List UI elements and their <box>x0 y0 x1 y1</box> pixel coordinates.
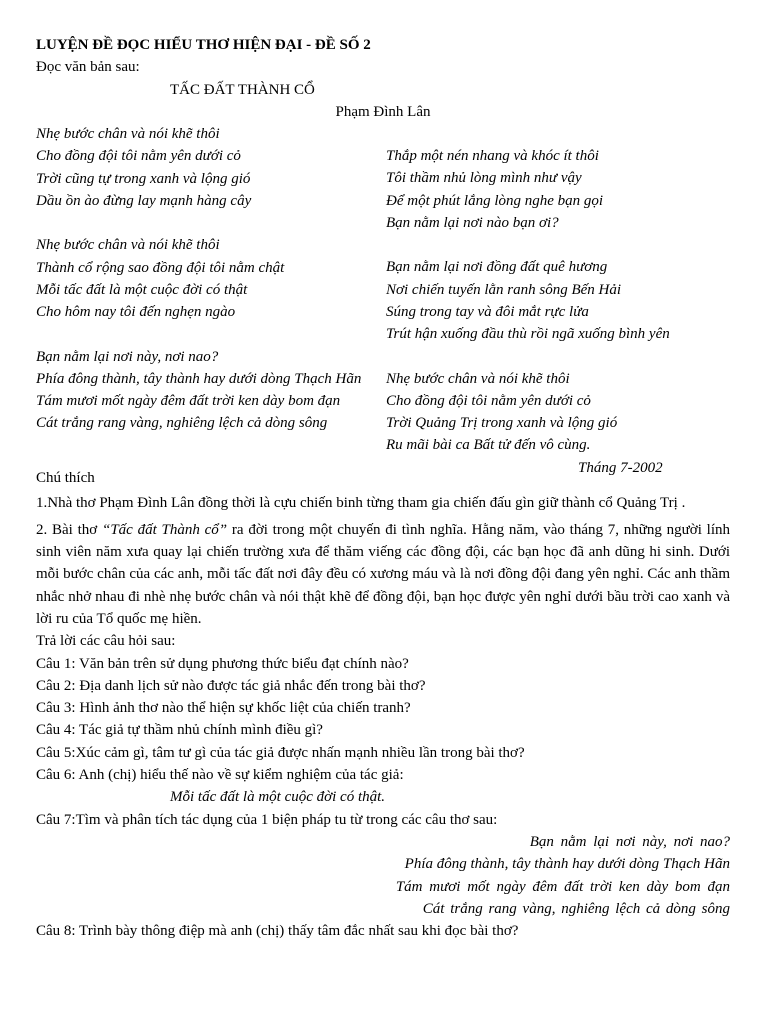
poem-line: Cho hôm nay tôi đến nghẹn ngào <box>36 304 236 321</box>
reading-instruction: Đọc văn bản sau: <box>36 59 140 76</box>
poem-line: Cho đồng đội tôi nằm yên dưới cỏ <box>386 392 591 409</box>
poem-line: Nhẹ bước chân và nói khẽ thôi <box>386 370 570 387</box>
question-4: Câu 4: Tác giả tự thầm nhủ chính mình điều gì? <box>36 722 323 739</box>
note-2 <box>36 519 730 630</box>
poem-line: Ru mãi bài ca Bất tử đến vô cùng. <box>386 437 591 454</box>
questions-section <box>36 630 730 942</box>
question-3: Câu 3: Hình ảnh thơ nào thể hiện sự khốc liệt của chiến tranh? <box>36 700 411 717</box>
poem-line: Cho đồng đội tôi nằm yên dưới cỏ <box>36 148 241 165</box>
questions-heading: Trả lời các câu hỏi sau: <box>36 633 176 650</box>
poem-line: Bạn nằm lại nơi nào bạn ơi? <box>386 215 559 232</box>
question-5: Câu 5:Xúc cảm gì, tâm tư gì của tác giả được nhấn mạnh nhiều lần trong bài thơ? <box>36 744 525 761</box>
question-2: Câu 2: Địa danh lịch sử nào được tác giả nhắc đến trong bài thơ? <box>36 677 426 694</box>
poem-author: Phạm Đình Lân <box>335 103 431 120</box>
notes-section <box>36 467 730 630</box>
note-1: 1.Nhà thơ Phạm Đình Lân đồng thời là cựu chiến binh từng tham gia chiến đấu gìn giữ thành cổ Quảng Trị . <box>36 495 686 512</box>
poem-line: Mỗi tấc đất là một cuộc đời có thật <box>36 281 248 298</box>
document-title: LUYỆN ĐỀ ĐỌC HIỂU THƠ HIỆN ĐẠI - ĐỀ SỐ 2 <box>36 37 371 53</box>
question-6-quote: Mỗi tấc đất là một cuộc đời có thật. <box>170 789 386 806</box>
poem-line: Nhẹ bước chân và nói khẽ thôi <box>36 237 220 254</box>
question-7-excerpt-line: Tám mươi mốt ngày đêm đất trời ken dày bom đạn <box>395 878 730 895</box>
note-2-text: ra đời trong một chuyến đi tình nghĩa. Hằng năm, vào tháng 7, những người lính sinh viên năm xưa quay lại chiến trường xưa để thăm viếng các đồng đội, các bạn học đã anh dũng hi sinh. Dưới mỗi bước chân của các anh, mỗi tấc đất nơi đây đều có xương máu và là nơi đồng đội đang yên nghỉ. Các anh thầm nhắc nhở nhau đi nhè nhẹ bước chân và nói thật khẽ để đồng đội, bạn học được yên nghỉ dưới bầu trời cao xanh và lời ru của Tổ quốc mẹ hiền. <box>36 521 731 627</box>
poem-line: Tôi thầm nhủ lòng mình như vậy <box>386 170 582 187</box>
question-7-excerpt-line: Phía đông thành, tây thành hay dưới dòng Thạch Hãn <box>404 856 730 873</box>
poem-line: Thành cổ rộng sao đồng đội tôi nằm chật <box>36 259 285 276</box>
question-1: Câu 1: Văn bản trên sử dụng phương thức biểu đạt chính nào? <box>36 655 409 672</box>
poem-body <box>36 123 730 476</box>
poem-line: Phía đông thành, tây thành hay dưới dòng Thạch Hãn <box>36 370 362 387</box>
poem-line: Dầu ồn ào đừng lay mạnh hàng cây <box>36 193 252 210</box>
note-2-prefix: 2. Bài thơ <box>36 521 102 538</box>
poem-line: Trút hận xuống đầu thù rồi ngã xuống bình yên <box>386 326 670 343</box>
poem-line: Thắp một nén nhang và khóc ít thôi <box>386 148 599 165</box>
note-2-poem-title: “Tấc đất Thành cổ” <box>101 521 228 538</box>
poem-line: Tám mươi mốt ngày đêm đất trời ken dày bom đạn <box>36 393 341 410</box>
question-6: Câu 6: Anh (chị) hiểu thế nào về sự kiểm nghiệm của tác giả: <box>36 767 404 784</box>
question-8: Câu 8: Trình bày thông điệp mà anh (chị) thấy tâm đắc nhất sau khi đọc bài thơ? <box>36 923 519 940</box>
poem-line: Bạn nằm lại nơi này, nơi nao? <box>36 348 219 365</box>
poem-line: Nơi chiến tuyến lằn ranh sông Bến Hải <box>386 281 622 298</box>
poem-date: Tháng 7-2002 <box>578 459 663 476</box>
poem-column-left <box>36 123 366 435</box>
notes-heading: Chú thích <box>36 470 95 487</box>
poem-line: Cát trắng rang vàng, nghiêng lệch cả dòng sông <box>36 415 328 432</box>
poem-line: Súng trong tay và đôi mắt rực lửa <box>386 303 589 320</box>
poem-line: Để một phút lắng lòng nghe bạn gọi <box>386 192 604 209</box>
poem-line: Trời cũng tự trong xanh và lộng gió <box>36 170 251 187</box>
poem-line: Trời Quảng Trị trong xanh và lộng gió <box>386 415 618 432</box>
question-7-excerpt-line: Bạn nằm lại nơi này, nơi nao? <box>529 833 730 850</box>
question-7-excerpt-line: Cát trắng rang vàng, nghiêng lệch cả dòng sông <box>422 900 730 917</box>
poem-line: Nhẹ bước chân và nói khẽ thôi <box>36 126 220 143</box>
poem-title: TẤC ĐẤT THÀNH CỔ <box>170 81 315 98</box>
poem-column-right <box>386 123 731 479</box>
poem-line: Bạn nằm lại nơi đồng đất quê hương <box>386 259 608 276</box>
question-7: Câu 7:Tìm và phân tích tác dụng của 1 biện pháp tu từ trong các câu thơ sau: <box>36 811 498 828</box>
